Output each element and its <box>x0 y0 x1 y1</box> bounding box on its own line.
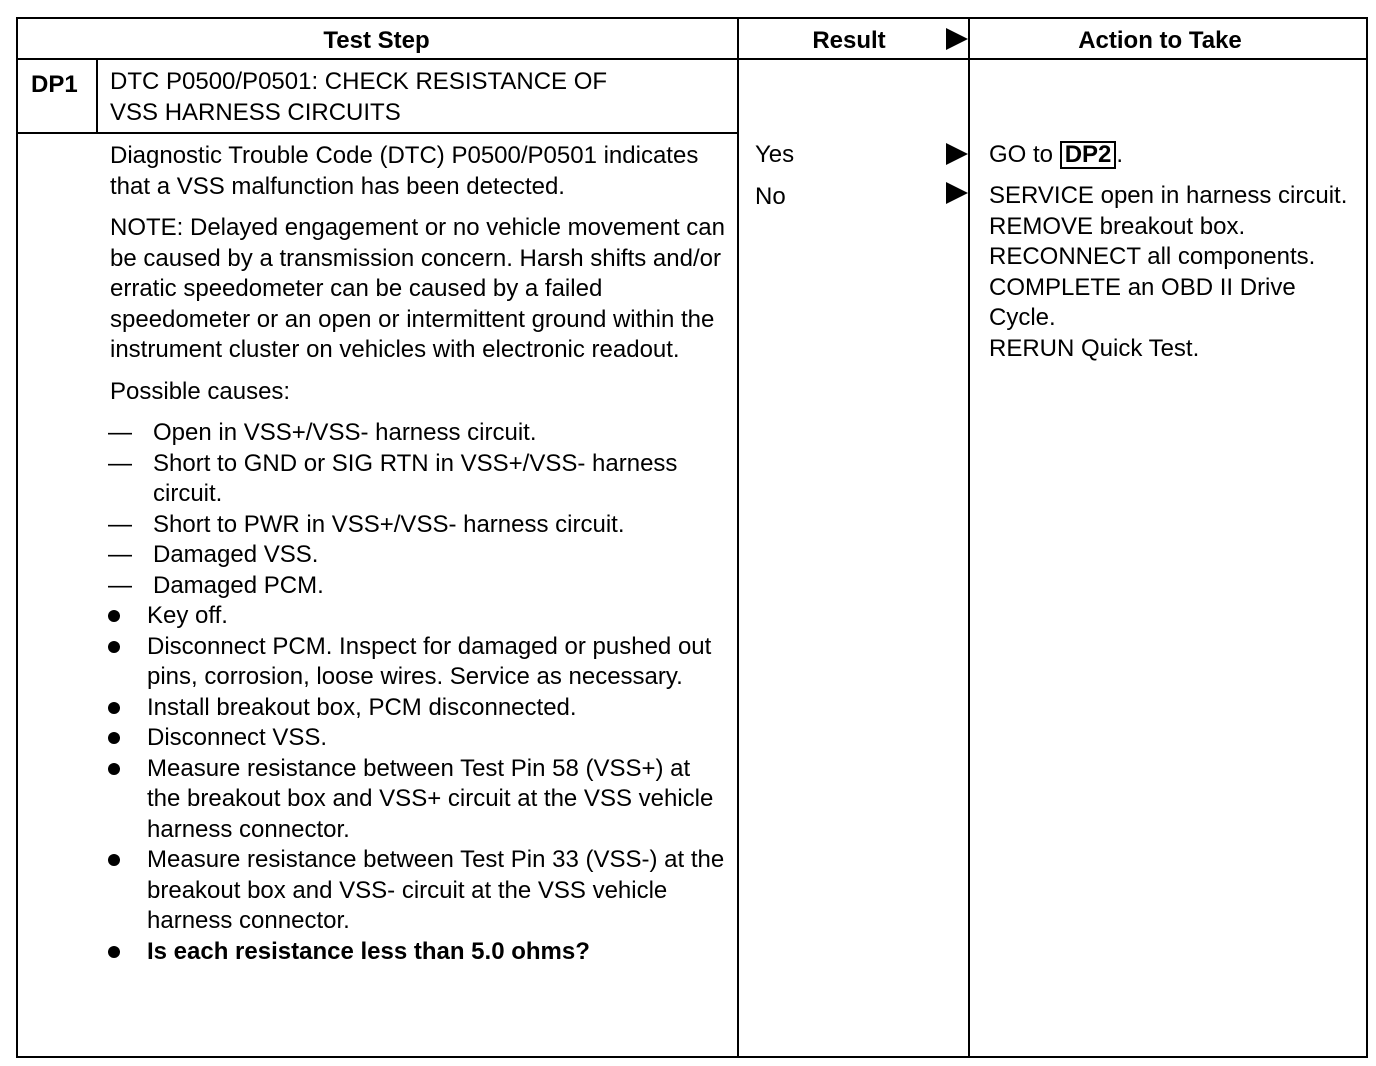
bullet-icon <box>108 946 120 958</box>
header-divider <box>16 58 1368 60</box>
action-no-line: SERVICE open in harness circuit. REMOVE breakout box. <box>989 182 1348 240</box>
action-no-line: COMPLETE an OBD II Drive Cycle. <box>989 273 1296 331</box>
action-no-line: RECONNECT all components. <box>989 243 1316 270</box>
step-title-line1: DTC P0500/P0501: CHECK RESISTANCE OF <box>110 68 608 95</box>
step-id-divider <box>96 58 98 134</box>
col-divider-action <box>968 17 970 1058</box>
dash-icon: — <box>108 419 132 446</box>
procedure-item: Key off. <box>108 601 730 632</box>
result-yes: Yes <box>755 141 795 168</box>
cause-item: — Open in VSS+/VSS- harness circuit. <box>108 418 730 449</box>
cause-item: — Short to GND or SIG RTN in VSS+/VSS- harness circuit. <box>108 449 678 507</box>
cause-item: — Damaged VSS. <box>108 540 730 571</box>
header-result: Result <box>812 27 886 54</box>
procedure-question: Is each resistance less than 5.0 ohms? <box>108 937 730 968</box>
dash-icon: — <box>108 541 132 568</box>
action-yes-suffix: . <box>1116 141 1124 168</box>
result-no: No <box>755 183 786 210</box>
result-yes-arrow-icon <box>946 143 968 165</box>
procedure-item: Install breakout box, PCM disconnected. <box>108 693 730 724</box>
bullet-icon <box>108 641 120 653</box>
procedure-item: Measure resistance between Test Pin 33 (VSS-) at the breakout box and VSS- circuit at the VSS vehicle harness connector. <box>108 845 730 937</box>
procedure-item: Measure resistance between Test Pin 58 (VSS+) at the breakout box and VSS+ circuit at the VSS vehicle harness connector. <box>108 754 730 846</box>
procedure-item: Disconnect PCM. Inspect for damaged or pushed out pins, corrosion, loose wires. Service as necessary. <box>108 632 730 693</box>
step-title <box>110 67 730 128</box>
dash-icon: — <box>108 571 132 599</box>
bullet-icon <box>108 610 120 622</box>
bullet-icon <box>108 763 120 775</box>
step-title-line2: VSS HARNESS CIRCUITS <box>110 98 401 126</box>
dash-icon: — <box>108 510 132 538</box>
header-action: Action to Take <box>1078 27 1242 54</box>
bullet-icon <box>108 854 120 866</box>
step-intro: Diagnostic Trouble Code (DTC) P0500/P0501 indicates that a VSS malfunction has been detected. <box>110 142 699 200</box>
header-test-step: Test Step <box>323 27 430 54</box>
action-yes <box>989 140 1361 171</box>
dp2-reference-link[interactable]: DP2 <box>1060 141 1117 169</box>
header-arrow-icon <box>946 28 968 50</box>
action-no <box>989 181 1364 364</box>
step-body <box>110 141 730 967</box>
causes-list <box>108 418 730 601</box>
col-divider-result <box>737 17 739 1058</box>
step-title-divider <box>16 132 739 134</box>
cause-item: — Short to PWR in VSS+/VSS- harness circuit. <box>108 510 730 541</box>
bullet-icon <box>108 732 120 744</box>
action-no-line: RERUN Quick Test. <box>989 334 1200 362</box>
result-no-arrow-icon <box>946 182 968 204</box>
step-note: NOTE: Delayed engagement or no vehicle movement can be caused by a transmission concern. Harsh shifts and/or erratic speedometer can be caused by a failed speedometer or an open or intermittent ground within the instrument cluster on vehicles with electronic readout. <box>110 214 725 363</box>
possible-causes-label: Possible causes: <box>110 377 291 405</box>
procedure-list <box>108 601 730 967</box>
procedure-item: Disconnect VSS. <box>108 723 730 754</box>
action-yes-prefix: GO to <box>989 141 1054 168</box>
cause-item: — Damaged PCM. <box>108 571 730 602</box>
bullet-icon <box>108 702 120 714</box>
step-id: DP1 <box>31 71 78 98</box>
dash-icon: — <box>108 449 132 477</box>
